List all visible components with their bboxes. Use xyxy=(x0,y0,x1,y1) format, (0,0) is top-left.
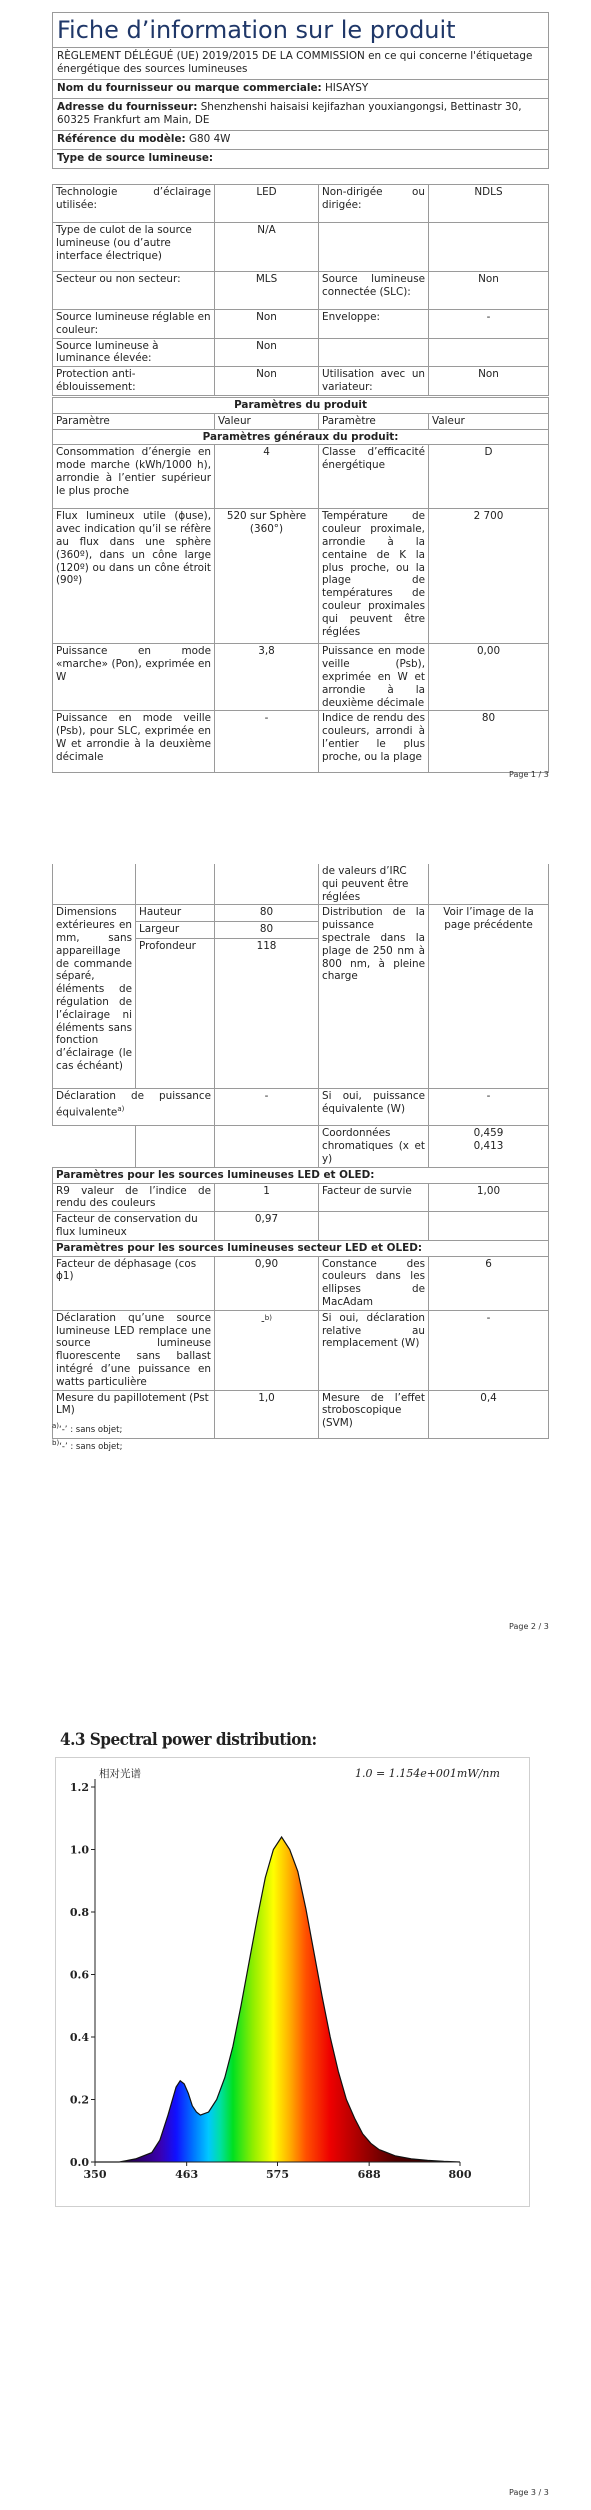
footnote-b-text: ‘-’ : sans objet; xyxy=(59,1441,123,1452)
param-label: Flux lumineux utile (ɸuse), avec indication qu’il se réfère au flux dans une sphère (360º), dans un cône large (120º) ou dans un cône étroit (90º) xyxy=(53,509,215,644)
dim-value: 80 xyxy=(215,905,319,922)
params-table-continued xyxy=(52,864,549,1439)
page-1 xyxy=(52,12,549,169)
fluo-repl-value: - xyxy=(429,1310,549,1390)
equiv-value: - xyxy=(215,1089,319,1126)
type-label: Source lumineuse réglable en couleur: xyxy=(53,310,215,339)
y-tick-label: 0.6 xyxy=(69,1968,89,1982)
footnotes xyxy=(52,1420,122,1454)
y-tick-label: 1.2 xyxy=(69,1781,89,1794)
params-table xyxy=(52,397,549,773)
footnote-a-text: ‘-’ : sans objet; xyxy=(59,1424,123,1435)
page-number: Page 2 / 3 xyxy=(509,1622,549,1631)
type-row xyxy=(53,185,549,223)
flux-cons-value: 0,97 xyxy=(215,1212,319,1241)
param-label: Température de couleur proximale, arrondie à la centaine de K la plus proche, ou la plage de températures de couleur proximales qui peuvent être réglées xyxy=(319,509,429,644)
x-tick-label: 463 xyxy=(175,2168,199,2181)
type-label: Source lumineuse à luminance élevée: xyxy=(53,338,215,367)
param-value: 80 xyxy=(429,711,549,773)
type-value: MLS xyxy=(215,272,319,310)
params-header: Paramètres du produit xyxy=(53,398,549,414)
param-label: Puissance en mode «marche» (Pon), exprimée en W xyxy=(53,644,215,711)
footnote-marker: a) xyxy=(117,1105,125,1114)
pf-label: Facteur de déphasage (cos ϕ1) xyxy=(53,1256,215,1310)
equiv-w-label: Si oui, puissance équivalente (W) xyxy=(319,1089,429,1126)
chroma-label: Coordonnées chromatiques (x et y) xyxy=(319,1126,429,1167)
type-label: Source lumineuse connectée (SLC): xyxy=(319,272,429,310)
r9-value: 1 xyxy=(215,1183,319,1212)
dim-name: Profondeur xyxy=(136,939,215,1089)
type-row xyxy=(53,223,549,272)
equiv-cell xyxy=(53,1089,215,1126)
y-tick-label: 0.2 xyxy=(69,2093,89,2107)
param-value: 520 sur Sphère (360°) xyxy=(215,509,319,644)
type-row xyxy=(53,272,549,310)
param-value: D xyxy=(429,445,549,509)
address-row xyxy=(53,99,548,131)
survival-value: 1,00 xyxy=(429,1183,549,1212)
footnote-a-mark: a) xyxy=(52,1422,60,1430)
type-value: LED xyxy=(215,185,319,223)
type-value: - xyxy=(429,310,549,339)
footnote-a xyxy=(52,1420,122,1437)
param-label: Indice de rendu des couleurs, arrondi à l’entier le plus proche, ou la plage xyxy=(319,711,429,773)
fluo-cell xyxy=(215,1310,319,1390)
type-table xyxy=(52,184,549,396)
type-value: Non xyxy=(215,367,319,396)
y-tick-label: 1.0 xyxy=(69,1843,89,1857)
param-row xyxy=(53,445,549,509)
page-number: Page 3 / 3 xyxy=(509,2488,549,2497)
dim-value: 80 xyxy=(215,922,319,939)
col-header-value: Valeur xyxy=(215,413,319,429)
model-value: G80 4W xyxy=(189,133,231,145)
type-value: Non xyxy=(429,272,549,310)
type-row xyxy=(53,338,549,367)
supplier-label: Nom du fournisseur ou marque commerciale: xyxy=(57,82,322,94)
type-label: Secteur ou non secteur: xyxy=(53,272,215,310)
dim-value: 118 xyxy=(215,939,319,1089)
param-value: 4 xyxy=(215,445,319,509)
address-label: Adresse du fournisseur: xyxy=(57,101,198,113)
equiv-w-value: - xyxy=(429,1089,549,1126)
equiv-label: Déclaration de puissance équivalente xyxy=(56,1090,211,1119)
type-label: Utilisation avec un variateur: xyxy=(319,367,429,396)
footnote-b-mark: b) xyxy=(52,1438,60,1447)
page-number: Page 1 / 3 xyxy=(509,770,549,779)
dim-name: Hauteur xyxy=(136,905,215,922)
mains-header: Paramètres pour les sources lumineuses secteur LED et OLED: xyxy=(53,1240,549,1256)
led-header: Paramètres pour les sources lumineuses LED et OLED: xyxy=(53,1167,549,1183)
y-tick-label: 0.0 xyxy=(69,2156,89,2169)
type-value: N/A xyxy=(215,223,319,272)
type-header: Type de source lumineuse: xyxy=(57,152,214,164)
x-tick-label: 575 xyxy=(266,2168,289,2181)
chroma-values xyxy=(429,1126,549,1167)
y-tick-label: 0.4 xyxy=(69,2031,89,2044)
param-label: Classe d’efficacité énergétique xyxy=(319,445,429,509)
type-value: Non xyxy=(215,310,319,339)
type-label: Non-dirigée ou dirigée: xyxy=(319,185,429,223)
param-value: 3,8 xyxy=(215,644,319,711)
type-value: Non xyxy=(215,338,319,367)
macadam-value: 6 xyxy=(429,1256,549,1310)
type-label: Protection anti-éblouissement: xyxy=(53,367,215,396)
dim-name: Largeur xyxy=(136,922,215,939)
pst-value: 1,0 xyxy=(215,1390,319,1438)
r9-label: R9 valeur de l’indice de rendu des couleurs xyxy=(53,1183,215,1212)
spectral-value: Voir l’image de la page précédente xyxy=(429,905,549,1089)
chroma-x: 0,459 xyxy=(473,1127,504,1140)
x-tick-label: 688 xyxy=(357,2168,381,2181)
type-label: Enveloppe: xyxy=(319,310,429,339)
type-value xyxy=(429,223,549,272)
flux-cons-label: Facteur de conservation du flux lumineux xyxy=(53,1212,215,1241)
type-value: Non xyxy=(429,367,549,396)
type-value: NDLS xyxy=(429,185,549,223)
col-header-param: Paramètre xyxy=(53,413,215,429)
fluo-value: - xyxy=(261,1315,265,1328)
x-tick-label: 800 xyxy=(448,2168,472,2181)
footnote-marker: b) xyxy=(264,1313,272,1322)
y-tick-label: 0.8 xyxy=(69,1906,89,1919)
param-row xyxy=(53,711,549,773)
param-label: Puissance en mode veille (Psb), exprimée en W et arrondie à la deuxième décimale xyxy=(319,644,429,711)
type-label: Technologie d’éclairage utilisée: xyxy=(53,185,215,223)
type-row xyxy=(53,367,549,396)
page-title: Fiche d’information sur le produit xyxy=(53,13,548,48)
type-label xyxy=(319,223,429,272)
col-header-value: Valeur xyxy=(429,413,549,429)
type-label xyxy=(319,338,429,367)
param-value: 2 700 xyxy=(429,509,549,644)
svm-label: Mesure de l’effet stroboscopique (SVM) xyxy=(319,1390,429,1438)
param-row xyxy=(53,509,549,644)
x-tick-label: 350 xyxy=(83,2168,107,2181)
model-label: Référence du modèle: xyxy=(57,133,186,145)
chart-formula: 1.0 = 1.154e+001mW/nm xyxy=(355,1767,500,1780)
fluo-label: Déclaration qu’une source lumineuse LED remplace une source lumineuse fluorescente sans ballast intégré d’une puissance en watts particulière xyxy=(53,1310,215,1390)
pst-label: Mesure du papillotement (Pst LM) xyxy=(53,1390,215,1438)
param-row xyxy=(53,644,549,711)
dims-label: Dimensions extérieures en mm, sans appareillage de commande séparé, éléments de régulation de l’éclairage ni éléments sans fonction d’éclairage (le cas échéant) xyxy=(53,905,136,1089)
col-header-param: Paramètre xyxy=(319,413,429,429)
macadam-label: Constance des couleurs dans les ellipses de MacAdam xyxy=(319,1256,429,1310)
chart-title: 相对光谱 xyxy=(99,1768,141,1780)
svm-value: 0,4 xyxy=(429,1390,549,1438)
type-label: Type de culot de la source lumineuse (ou d’autre interface électrique) xyxy=(53,223,215,272)
irc-continued: de valeurs d’IRC qui peuvent être réglées xyxy=(319,864,429,905)
general-header: Paramètres généraux du produit: xyxy=(53,429,549,445)
supplier-row xyxy=(53,80,548,99)
fluo-repl-label: Si oui, déclaration relative au remplacement (W) xyxy=(319,1310,429,1390)
param-label: Consommation d’énergie en mode marche (kWh/1000 h), arrondie à l’entier supérieur le plus proche xyxy=(53,445,215,509)
address-value: Shenzhenshi haisaisi kejifazhan youxiangongsi, Bettinastr 30, 60325 Frankfurt am Main, DE xyxy=(57,101,522,126)
survival-label: Facteur de survie xyxy=(319,1183,429,1212)
spectral-heading: 4.3 Spectral power distribution: xyxy=(60,1730,317,1750)
chroma-y: 0,413 xyxy=(473,1140,504,1153)
type-value xyxy=(429,338,549,367)
param-value: 0,00 xyxy=(429,644,549,711)
regulation-text: RÈGLEMENT DÉLÉGUÉ (UE) 2019/2015 DE LA COMMISSION en ce qui concerne l'étiquetage énergétique des sources lumineuses xyxy=(53,48,548,80)
pf-value: 0,90 xyxy=(215,1256,319,1310)
param-value: - xyxy=(215,711,319,773)
footnote-b xyxy=(52,1437,122,1454)
supplier-value: HISAYSY xyxy=(324,82,369,94)
param-label: Puissance en mode veille (Psb), pour SLC, exprimée en W et arrondie à la deuxième décimale xyxy=(53,711,215,773)
spectral-label: Distribution de la puissance spectrale dans la plage de 250 nm à 800 nm, à pleine charge xyxy=(319,905,429,1089)
spectral-chart xyxy=(55,1757,530,2207)
type-row xyxy=(53,310,549,339)
model-row xyxy=(53,131,548,150)
